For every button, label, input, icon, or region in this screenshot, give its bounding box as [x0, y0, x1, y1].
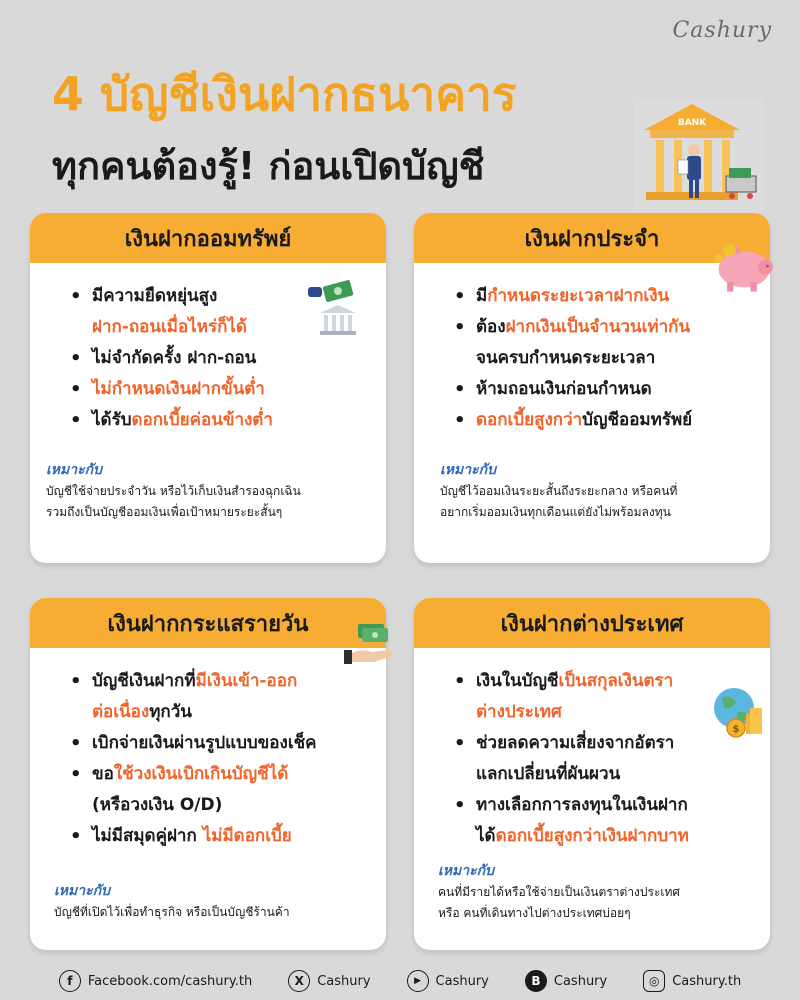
highlight-text: ดอกเบี้ยค่อนข้างต่ำ: [131, 410, 273, 430]
card-title: เงินฝากออมทรัพย์: [30, 213, 386, 263]
bullet-item: [454, 374, 754, 405]
card-bullets: [70, 281, 370, 436]
bullet-text: เบิกจ่ายเงินผ่านรูปแบบของเช็ค: [92, 733, 317, 753]
bullet-continuation: [454, 697, 754, 728]
footer-item-instagram[interactable]: [643, 970, 741, 992]
card-title: เงินฝากกระแสรายวัน: [30, 598, 386, 648]
footer-item-blockdit[interactable]: [525, 970, 607, 992]
suitable-line: อยากเริ่มออมเงินทุกเดือนแต่ยังไม่พร้อมลงทุน: [440, 505, 671, 519]
bank-sign-text: BANK: [677, 118, 707, 128]
svg-text:$: $: [732, 724, 740, 735]
card-bullets: [454, 281, 754, 436]
youtube-icon: ▶: [407, 970, 429, 992]
footer-item-x[interactable]: [288, 970, 370, 992]
footer-label: Cashury: [317, 973, 371, 989]
suitable-line: คนที่มีรายได้หรือใช้จ่ายเป็นเงินตราต่างประเทศ: [438, 885, 681, 899]
bullet-text: แลกเปลี่ยนที่ผันผวน: [476, 764, 621, 784]
bullet-continuation: [70, 312, 370, 343]
bullet-text: ได้: [476, 826, 496, 846]
bullet-item: [454, 728, 754, 759]
card-bullets: [70, 666, 370, 852]
footer-label: Cashury: [553, 973, 608, 989]
suitable-label: เหมาะกับ: [438, 863, 494, 879]
savings-account-card: [30, 213, 386, 563]
bullet-item: [70, 759, 370, 790]
facebook-icon: f: [59, 970, 81, 992]
suitable-line: บัญชีที่เปิดไว้เพื่อทำธุรกิจ หรือเป็นบัญชีร้านค้า: [54, 905, 290, 919]
bullet-text: ขอ: [92, 764, 114, 784]
suitable-text: [46, 481, 374, 523]
highlight-text: กำหนดระยะเวลาฝากเงิน: [487, 286, 670, 306]
foreign-currency-card: [414, 598, 770, 950]
blockdit-icon: B: [525, 970, 547, 992]
bullet-text: ได้รับ: [92, 410, 132, 430]
bullet-item: [454, 405, 754, 436]
page-title: 4 บัญชีเงินฝากธนาคาร: [52, 67, 517, 121]
suitable-label: เหมาะกับ: [54, 883, 110, 899]
bullet-item: [70, 666, 370, 697]
bullet-text: เงินในบัญชี: [476, 671, 559, 691]
bullet-text: บัญชีเงินฝากที่: [92, 671, 196, 691]
footer-label: Cashury.th: [672, 973, 742, 989]
bullet-text: ช่วยลดความเสี่ยงจากอัตรา: [476, 733, 675, 753]
x-icon: X: [288, 970, 310, 992]
bullet-text: ต้อง: [476, 317, 506, 337]
card-bullets: [454, 666, 754, 852]
bank-illustration: [634, 98, 764, 213]
bullet-item: [70, 405, 370, 436]
suitable-text: [438, 882, 758, 924]
bullet-text: (หรือวงเงิน O/D): [92, 795, 223, 815]
bullet-item: [70, 374, 370, 405]
bullet-continuation: [70, 697, 370, 728]
bullet-text: ไม่มีสมุดคู่ฝาก: [92, 826, 203, 846]
bullet-continuation: [454, 343, 754, 374]
highlight-text: มีเงินเข้า-ออก: [195, 671, 298, 691]
highlight-text: ดอกเบี้ยสูงกว่า: [476, 410, 583, 430]
highlight-text: ฝากเงินเป็นจำนวนเท่ากัน: [505, 317, 691, 337]
bullet-text: ทางเลือกการลงทุนในเงินฝาก: [476, 795, 688, 815]
highlight-text: เป็นสกุลเงินตรา: [558, 671, 674, 691]
bullet-text: มีความยืดหยุ่นสูง: [92, 286, 218, 306]
suitable-line: บัญชีใช้จ่ายประจำวัน หรือไว้เก็บเงินสำรองฉุกเฉิน: [46, 484, 301, 498]
current-account-card: [30, 598, 386, 950]
highlight-text: ต่อเนื่อง: [92, 702, 150, 722]
bullet-item: [70, 281, 370, 312]
bullet-text: ไม่จำกัดครั้ง ฝาก-ถอน: [92, 348, 257, 368]
card-title: เงินฝากต่างประเทศ: [414, 598, 770, 648]
bullet-item: [70, 821, 370, 852]
bullet-item: [454, 312, 754, 343]
suitable-text: [54, 902, 374, 923]
cash-hand-icon: [344, 620, 400, 668]
highlight-text: ฝาก-ถอนเมื่อไหร่ก็ได้: [92, 317, 247, 337]
footer-item-youtube[interactable]: [407, 970, 489, 992]
suitable-label: เหมาะกับ: [46, 462, 102, 478]
bullet-continuation: [454, 821, 754, 852]
brand-logo: Cashury: [672, 18, 772, 43]
suitable-text: [440, 481, 758, 523]
bullet-text: ทุกวัน: [149, 702, 192, 722]
bullet-continuation: [70, 790, 370, 821]
suitable-line: หรือ คนที่เดินทางไปต่างประเทศบ่อยๆ: [438, 906, 631, 920]
suitable-line: รวมถึงเป็นบัญชีออมเงินเพื่อเป้าหมายระยะสั้นๆ: [46, 505, 283, 519]
bullet-text: มี: [476, 286, 488, 306]
bullet-item: [454, 790, 754, 821]
footer-label: Cashury: [435, 973, 489, 989]
highlight-text: ต่างประเทศ: [476, 702, 562, 722]
instagram-icon: ◎: [643, 970, 665, 992]
highlight-text: ไม่มีดอกเบี้ย: [202, 826, 292, 846]
bullet-continuation: [454, 759, 754, 790]
footer-label: Facebook.com/cashury.th: [87, 973, 253, 989]
bullet-text: ห้ามถอนเงินก่อนกำหนด: [476, 379, 652, 399]
footer-item-facebook[interactable]: [59, 970, 252, 992]
suitable-label: เหมาะกับ: [440, 462, 496, 478]
page-subtitle: ทุกคนต้องรู้! ก่อนเปิดบัญชี: [52, 144, 485, 188]
suitable-line: บัญชีไว้ออมเงินระยะสั้นถึงระยะกลาง หรือคนที่: [440, 484, 678, 498]
highlight-text: ไม่กำหนดเงินฝากขั้นต่ำ: [92, 379, 265, 399]
bullet-text: จนครบกำหนดระยะเวลา: [476, 348, 656, 368]
bullet-text: บัญชีออมทรัพย์: [582, 410, 693, 430]
social-footer: [0, 962, 800, 1000]
highlight-text: ใช้วงเงินเบิกเกินบัญชีได้: [113, 764, 289, 784]
bullet-item: [454, 666, 754, 697]
card-title: เงินฝากประจำ: [414, 213, 770, 263]
bullet-item: [70, 343, 370, 374]
bullet-item: [454, 281, 754, 312]
bullet-item: [70, 728, 370, 759]
fixed-deposit-card: [414, 213, 770, 563]
highlight-text: ดอกเบี้ยสูงกว่าเงินฝากบาท: [495, 826, 689, 846]
